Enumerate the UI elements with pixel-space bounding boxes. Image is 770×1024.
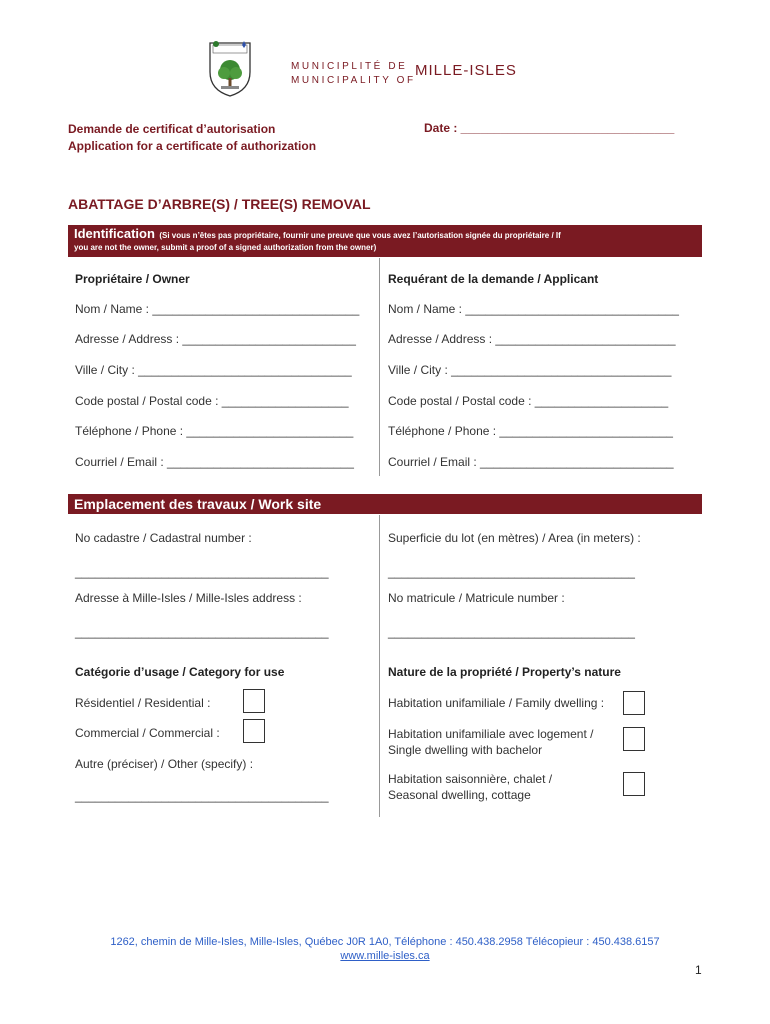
identification-header bbox=[68, 225, 702, 257]
request-title-en: Application for a certificate of authorization bbox=[68, 139, 317, 153]
identification-note-1: (Si vous n’êtes pas propriétaire, fournir une preuve que vous avez l’autorisation signée du propriétaire / If bbox=[159, 231, 561, 240]
applicant-address-field[interactable]: Adresse / Address : ___________________________ bbox=[388, 332, 676, 346]
category-other-label: Autre (préciser) / Other (specify) : bbox=[75, 757, 254, 771]
municipality-name: MILLE-ISLES bbox=[415, 62, 517, 79]
matricule-field[interactable]: _____________________________________ bbox=[388, 625, 635, 639]
cadastre-label: No cadastre / Cadastral number : bbox=[75, 531, 252, 545]
category-residential-checkbox[interactable] bbox=[243, 689, 265, 713]
applicant-city-field[interactable]: Ville / City : _________________________________ bbox=[388, 363, 672, 377]
applicant-heading: Requérant de la demande / Applicant bbox=[388, 272, 599, 286]
footer-address: 1262, chemin de Mille-Isles, Mille-Isles, Québec J0R 1A0, Téléphone : 450.438.2958 Télécopieur : 450.438.6157 bbox=[110, 936, 660, 948]
nature-seasonal-line-2: Seasonal dwelling, cottage bbox=[388, 788, 531, 802]
category-commercial-checkbox[interactable] bbox=[243, 719, 265, 743]
category-residential-label: Résidentiel / Residential : bbox=[75, 696, 211, 710]
worksite-header bbox=[68, 494, 702, 514]
matricule-label: No matricule / Matricule number : bbox=[388, 591, 565, 605]
applicant-name-field[interactable]: Nom / Name : ________________________________ bbox=[388, 302, 679, 316]
worksite-title: Emplacement des travaux / Work site bbox=[74, 496, 322, 512]
category-other-field[interactable]: ______________________________________ bbox=[75, 789, 329, 803]
worksite-address-field[interactable]: ______________________________________ bbox=[75, 625, 329, 639]
applicant-phone-field[interactable]: Téléphone / Phone : __________________________ bbox=[388, 424, 673, 438]
nature-bachelor-label bbox=[388, 726, 593, 758]
nature-family-label: Habitation unifamiliale / Family dwelling : bbox=[388, 696, 605, 710]
municipality-label bbox=[291, 60, 416, 88]
nature-family-checkbox[interactable] bbox=[623, 691, 645, 715]
date-field[interactable]: Date : ________________________________ bbox=[424, 121, 675, 135]
page-number: 1 bbox=[695, 963, 702, 977]
request-title bbox=[68, 121, 316, 155]
applicant-email-field[interactable]: Courriel / Email : _____________________________ bbox=[388, 455, 674, 469]
owner-postal-field[interactable]: Code postal / Postal code : ___________________ bbox=[75, 394, 349, 408]
footer-website-wrap bbox=[0, 950, 770, 962]
category-heading: Catégorie d’usage / Category for use bbox=[75, 665, 285, 679]
nature-heading: Nature de la propriété / Property’s nature bbox=[388, 665, 621, 679]
worksite-address-label: Adresse à Mille-Isles / Mille-Isles address : bbox=[75, 591, 302, 605]
column-divider bbox=[379, 258, 380, 476]
nature-seasonal-checkbox[interactable] bbox=[623, 772, 645, 796]
nature-seasonal-line-1: Habitation saisonnière, chalet / bbox=[388, 772, 553, 786]
owner-heading: Propriétaire / Owner bbox=[75, 272, 190, 286]
area-field[interactable]: _____________________________________ bbox=[388, 565, 635, 579]
owner-city-field[interactable]: Ville / City : ________________________________ bbox=[75, 363, 352, 377]
cadastre-field[interactable]: ______________________________________ bbox=[75, 565, 329, 579]
owner-phone-field[interactable]: Téléphone / Phone : _________________________ bbox=[75, 424, 354, 438]
owner-name-field[interactable]: Nom / Name : _______________________________ bbox=[75, 302, 360, 316]
request-title-fr: Demande de certificat d’autorisation bbox=[68, 122, 276, 136]
municipality-label-fr: MUNICIPLITÉ DE bbox=[291, 61, 408, 72]
nature-bachelor-checkbox[interactable] bbox=[623, 727, 645, 751]
owner-email-field[interactable]: Courriel / Email : ____________________________ bbox=[75, 455, 354, 469]
identification-title: Identification bbox=[74, 226, 155, 241]
owner-address-field[interactable]: Adresse / Address : __________________________ bbox=[75, 332, 356, 346]
worksite-column-divider bbox=[379, 515, 380, 817]
municipal-crest-icon bbox=[207, 40, 253, 98]
identification-note-2: you are not the owner, submit a proof of a signed authorization from the owner) bbox=[74, 243, 377, 252]
municipality-label-en: MUNICIPALITY OF bbox=[291, 75, 416, 86]
nature-bachelor-line-2: Single dwelling with bachelor bbox=[388, 743, 543, 757]
form-title: ABATTAGE D’ARBRE(S) / TREE(S) REMOVAL bbox=[68, 196, 371, 212]
applicant-postal-field[interactable]: Code postal / Postal code : ____________________ bbox=[388, 394, 669, 408]
footer-website-link[interactable]: www.mille-isles.ca bbox=[340, 950, 430, 962]
category-commercial-label: Commercial / Commercial : bbox=[75, 726, 220, 740]
nature-bachelor-line-1: Habitation unifamiliale avec logement / bbox=[388, 727, 594, 741]
nature-seasonal-label bbox=[388, 771, 552, 803]
area-label: Superficie du lot (en mètres) / Area (in meters) : bbox=[388, 531, 641, 545]
